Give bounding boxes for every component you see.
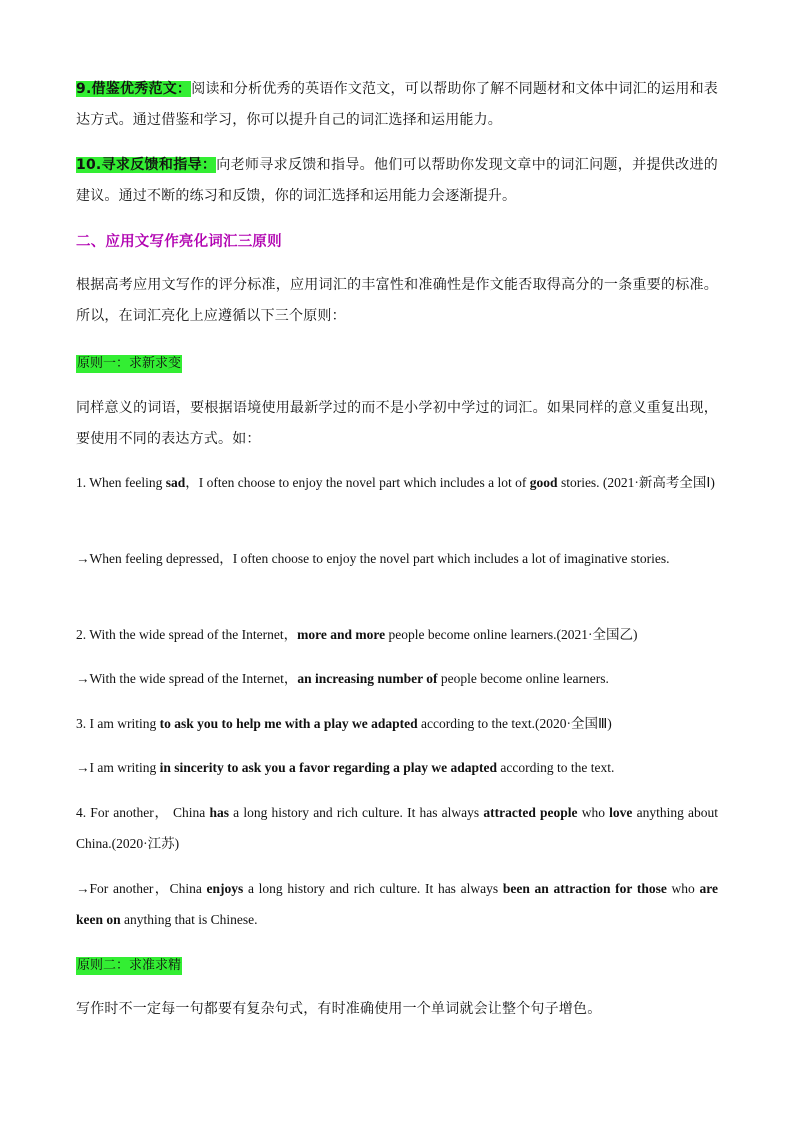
example-1 — [76, 467, 718, 498]
example-4-rewrite-bold-attraction: been an attraction for those — [502, 881, 667, 896]
principle-2-text: 写作时不一定每一句都要有复杂句式，有时准确使用一个单词就会让整个句子增色。 — [76, 1001, 602, 1017]
example-3-rewrite-part: according to the text. — [497, 760, 615, 775]
example-2-part: 2. With the wide spread of the Internet， — [76, 627, 298, 642]
example-3-part: according to the text.(2020·全国Ⅲ) — [417, 716, 612, 731]
example-2-part: people become online learners.(2021·全国乙) — [385, 627, 638, 642]
item-9-label: 9.借鉴优秀范文： — [76, 81, 192, 97]
example-1-bold-sad: sad — [165, 475, 186, 490]
principle-2-tag-row — [76, 955, 718, 975]
example-2-bold: more and more — [297, 627, 386, 642]
section-heading: 二、应用文写作亮化词汇三原则 — [76, 234, 282, 250]
item-10-label: 10.寻求反馈和指导： — [76, 157, 217, 173]
example-4-bold-love: love — [609, 805, 633, 820]
example-4-part: 4. For another， China — [76, 805, 210, 820]
example-3-rewrite — [76, 752, 718, 783]
item-10-text: 向老师寻求反馈和指导。他们可以帮助你发现文章中的词汇问题，并提供改进的建议。通过不断的练习和反馈，你的词汇选择和运用能力会逐渐提升。 — [76, 157, 718, 204]
example-1-part: ，I often choose to enjoy the novel part which includes a lot of — [185, 475, 530, 490]
example-4-rewrite-bold-keen: are keen on — [76, 881, 719, 927]
example-4-bold-has: has — [209, 805, 229, 820]
section-intro: 根据高考应用文写作的评分标准，应用词汇的丰富性和准确性是作文能否取得高分的一条重要的标准。所以，在词汇亮化上应遵循以下三个原则： — [76, 277, 718, 324]
example-2 — [76, 619, 718, 650]
principle-1-tag-row — [76, 353, 718, 373]
example-4-bold-attracted: attracted people — [483, 805, 578, 820]
example-2-rewrite-part: people become online learners. — [437, 671, 609, 686]
example-1-bold-good: good — [529, 475, 558, 490]
example-4-rewrite-part: who — [666, 881, 700, 896]
example-3-rewrite-part: →I am writing — [76, 760, 160, 775]
example-1-part: 1. When feeling — [76, 475, 166, 490]
item-9-text: 阅读和分析优秀的英语作文范文，可以帮助你了解不同题材和文体中词汇的运用和表达方式。通过借鉴和学习，你可以提升自己的词汇选择和运用能力。 — [76, 81, 719, 128]
example-4 — [76, 797, 718, 859]
paragraph-item-9 — [76, 74, 718, 136]
example-2-rewrite — [76, 663, 718, 694]
example-1-part: stories. (2021·新高考全国Ⅰ) — [557, 475, 715, 490]
example-4-rewrite-part: anything that is Chinese. — [120, 912, 258, 927]
paragraph-item-10 — [76, 150, 718, 212]
example-4-rewrite — [76, 873, 718, 935]
example-4-part: a long history and rich culture. It has always — [228, 805, 484, 820]
example-3 — [76, 708, 718, 739]
principle-2-tag: 原则二：求准求精 — [77, 958, 182, 973]
example-4-rewrite-part: a long history and rich culture. It has always — [243, 881, 503, 896]
example-4-rewrite-part: →For another，China — [76, 881, 207, 896]
example-4-rewrite-bold-enjoys: enjoys — [206, 881, 244, 896]
example-4-part: who — [577, 805, 610, 820]
example-3-rewrite-bold: in sincerity to ask you a favor regarding a play we adapted — [159, 760, 498, 775]
example-3-bold: to ask you to help me with a play we adapted — [159, 716, 418, 731]
example-2-rewrite-part: →With the wide spread of the Internet， — [76, 671, 298, 686]
example-2-rewrite-bold: an increasing number of — [297, 671, 438, 686]
example-3-part: 3. I am writing — [76, 716, 160, 731]
principle-1-tag: 原则一：求新求变 — [77, 356, 182, 371]
example-1-rewrite: →When feeling depressed，I often choose to enjoy the novel part which includes a lot of imaginative stories. — [76, 551, 670, 566]
principle-1-text: 同样意义的词语，要根据语境使用最新学过的而不是小学初中学过的词汇。如果同样的意义重复出现，要使用不同的表达方式。如： — [76, 400, 718, 447]
example-4-part: anything about China.(2020·江苏) — [76, 805, 718, 851]
